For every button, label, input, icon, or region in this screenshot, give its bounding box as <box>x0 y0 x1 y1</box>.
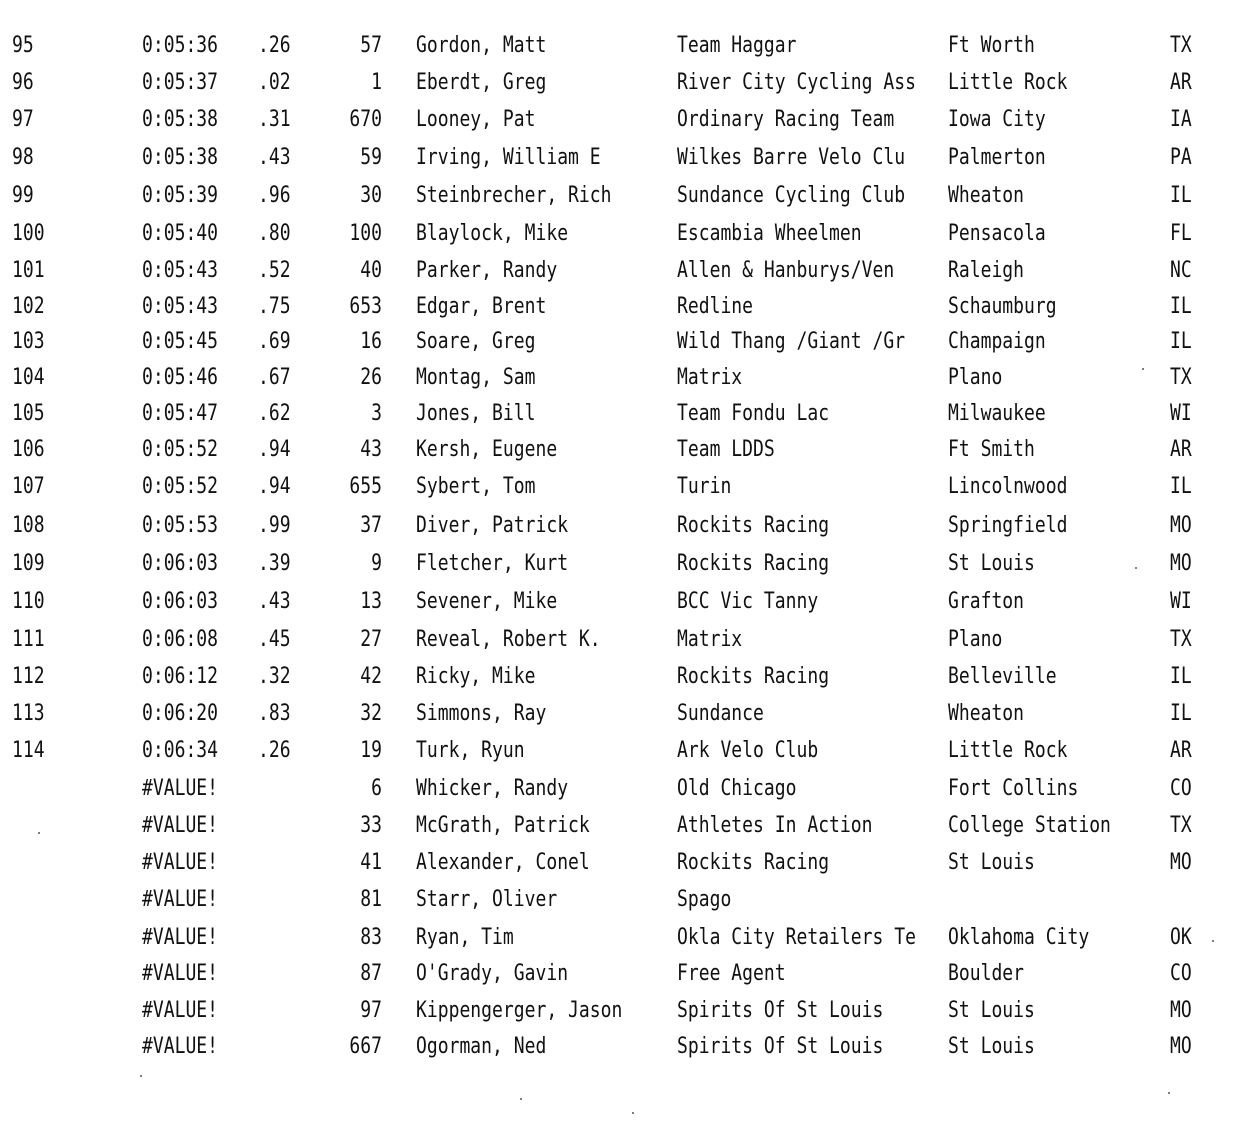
bib-cell: 83 <box>360 925 382 950</box>
bib-cell: 59 <box>360 145 382 170</box>
team-cell: Turin <box>677 474 732 499</box>
place-cell: 110 <box>12 589 45 614</box>
fraction-cell: .62 <box>258 401 291 426</box>
result-row <box>0 884 1255 916</box>
result-row <box>0 995 1255 1027</box>
rider-name-cell: Turk, Ryun <box>416 738 525 763</box>
rider-name-cell: Sybert, Tom <box>416 474 536 499</box>
time-cell: #VALUE! <box>142 887 219 912</box>
place-cell: 111 <box>12 627 45 652</box>
place-cell: 103 <box>12 329 45 354</box>
result-row <box>0 958 1255 990</box>
place-cell: 97 <box>12 107 34 132</box>
bib-cell: 97 <box>360 998 382 1023</box>
place-cell: 107 <box>12 474 45 499</box>
fraction-cell: .43 <box>258 145 291 170</box>
state-cell: IL <box>1170 701 1192 726</box>
time-cell: 0:06:08 <box>142 627 219 652</box>
state-cell: TX <box>1170 33 1192 58</box>
speck <box>1142 368 1144 370</box>
state-cell: MO <box>1170 513 1192 538</box>
result-row <box>0 180 1255 212</box>
time-cell: 0:05:46 <box>142 365 219 390</box>
bib-cell: 32 <box>360 701 382 726</box>
fraction-cell: .94 <box>258 437 291 462</box>
rider-name-cell: Irving, William E <box>416 145 601 170</box>
result-row <box>0 773 1255 805</box>
state-cell: MO <box>1170 1034 1192 1059</box>
result-row <box>0 661 1255 693</box>
rider-name-cell: Eberdt, Greg <box>416 70 547 95</box>
fraction-cell: .43 <box>258 589 291 614</box>
place-cell: 96 <box>12 70 34 95</box>
bib-cell: 87 <box>360 961 382 986</box>
time-cell: #VALUE! <box>142 961 219 986</box>
bib-cell: 19 <box>360 738 382 763</box>
fraction-cell: .32 <box>258 664 291 689</box>
team-cell: Sundance <box>677 701 764 726</box>
result-row <box>0 326 1255 358</box>
time-cell: 0:05:52 <box>142 474 219 499</box>
fraction-cell: .94 <box>258 474 291 499</box>
rider-name-cell: Kippengerger, Jason <box>416 998 623 1023</box>
team-cell: Team Haggar <box>677 33 797 58</box>
bib-cell: 653 <box>349 294 382 319</box>
result-row <box>0 698 1255 730</box>
place-cell: 101 <box>12 258 45 283</box>
fraction-cell: .67 <box>258 365 291 390</box>
team-cell: Okla City Retailers Te <box>677 925 916 950</box>
city-cell: Palmerton <box>948 145 1046 170</box>
bib-cell: 6 <box>371 776 382 801</box>
state-cell: WI <box>1170 589 1192 614</box>
state-cell: IL <box>1170 664 1192 689</box>
bib-cell: 655 <box>349 474 382 499</box>
fraction-cell: .75 <box>258 294 291 319</box>
state-cell: PA <box>1170 145 1192 170</box>
team-cell: Ark Velo Club <box>677 738 819 763</box>
speck <box>632 1112 634 1114</box>
state-cell: IA <box>1170 107 1192 132</box>
result-row <box>0 735 1255 767</box>
team-cell: Wilkes Barre Velo Clu <box>677 145 906 170</box>
fraction-cell: .02 <box>258 70 291 95</box>
city-cell: Belleville <box>948 664 1057 689</box>
bib-cell: 670 <box>349 107 382 132</box>
time-cell: 0:05:45 <box>142 329 219 354</box>
city-cell: Fort Collins <box>948 776 1079 801</box>
bib-cell: 3 <box>371 401 382 426</box>
rider-name-cell: Alexander, Conel <box>416 850 590 875</box>
team-cell: Rockits Racing <box>677 664 830 689</box>
speck <box>1212 940 1214 942</box>
result-row <box>0 218 1255 250</box>
rider-name-cell: Sevener, Mike <box>416 589 558 614</box>
team-cell: Spirits Of St Louis <box>677 1034 884 1059</box>
result-row <box>0 471 1255 503</box>
result-row <box>0 67 1255 99</box>
team-cell: Rockits Racing <box>677 850 830 875</box>
rider-name-cell: Kersh, Eugene <box>416 437 558 462</box>
result-row <box>0 30 1255 62</box>
bib-cell: 100 <box>349 221 382 246</box>
time-cell: 0:05:40 <box>142 221 219 246</box>
place-cell: 99 <box>12 183 34 208</box>
team-cell: Spago <box>677 887 732 912</box>
rider-name-cell: Starr, Oliver <box>416 887 558 912</box>
city-cell: Plano <box>948 365 1003 390</box>
state-cell: NC <box>1170 258 1192 283</box>
time-cell: 0:05:37 <box>142 70 219 95</box>
bib-cell: 16 <box>360 329 382 354</box>
state-cell: AR <box>1170 70 1192 95</box>
rider-name-cell: O'Grady, Gavin <box>416 961 569 986</box>
time-cell: 0:06:12 <box>142 664 219 689</box>
rider-name-cell: Looney, Pat <box>416 107 536 132</box>
state-cell: IL <box>1170 474 1192 499</box>
state-cell: IL <box>1170 329 1192 354</box>
result-row <box>0 104 1255 136</box>
time-cell: 0:05:38 <box>142 107 219 132</box>
team-cell: Redline <box>677 294 754 319</box>
rider-name-cell: Parker, Randy <box>416 258 558 283</box>
state-cell: TX <box>1170 813 1192 838</box>
bib-cell: 57 <box>360 33 382 58</box>
time-cell: 0:06:34 <box>142 738 219 763</box>
bib-cell: 667 <box>349 1034 382 1059</box>
bib-cell: 9 <box>371 551 382 576</box>
team-cell: Athletes In Action <box>677 813 873 838</box>
city-cell: Wheaton <box>948 183 1025 208</box>
team-cell: Wild Thang /Giant /Gr <box>677 329 906 354</box>
result-row <box>0 922 1255 954</box>
speck <box>38 832 40 834</box>
city-cell: Milwaukee <box>948 401 1046 426</box>
time-cell: 0:05:36 <box>142 33 219 58</box>
state-cell: AR <box>1170 738 1192 763</box>
bib-cell: 26 <box>360 365 382 390</box>
state-cell: MO <box>1170 551 1192 576</box>
speck <box>1135 567 1137 569</box>
rider-name-cell: Simmons, Ray <box>416 701 547 726</box>
fraction-cell: .96 <box>258 183 291 208</box>
team-cell: Escambia Wheelmen <box>677 221 862 246</box>
team-cell: Ordinary Racing Team <box>677 107 895 132</box>
city-cell: Wheaton <box>948 701 1025 726</box>
city-cell: Ft Worth <box>948 33 1035 58</box>
team-cell: Spirits Of St Louis <box>677 998 884 1023</box>
rider-name-cell: Steinbrecher, Rich <box>416 183 612 208</box>
result-row <box>0 434 1255 466</box>
city-cell: Springfield <box>948 513 1068 538</box>
place-cell: 113 <box>12 701 45 726</box>
bib-cell: 27 <box>360 627 382 652</box>
time-cell: #VALUE! <box>142 813 219 838</box>
time-cell: 0:05:43 <box>142 294 219 319</box>
team-cell: Matrix <box>677 365 743 390</box>
city-cell: Pensacola <box>948 221 1046 246</box>
fraction-cell: .31 <box>258 107 291 132</box>
state-cell: CO <box>1170 961 1192 986</box>
city-cell: Little Rock <box>948 738 1068 763</box>
rider-name-cell: Reveal, Robert K. <box>416 627 601 652</box>
rider-name-cell: Edgar, Brent <box>416 294 547 319</box>
place-cell: 108 <box>12 513 45 538</box>
place-cell: 98 <box>12 145 34 170</box>
speck <box>1168 1092 1170 1094</box>
team-cell: Free Agent <box>677 961 786 986</box>
team-cell: Matrix <box>677 627 743 652</box>
city-cell: Lincolnwood <box>948 474 1068 499</box>
result-row <box>0 586 1255 618</box>
rider-name-cell: Whicker, Randy <box>416 776 569 801</box>
time-cell: 0:05:38 <box>142 145 219 170</box>
rider-name-cell: Montag, Sam <box>416 365 536 390</box>
bib-cell: 37 <box>360 513 382 538</box>
team-cell: Allen & Hanburys/Ven <box>677 258 895 283</box>
team-cell: Team Fondu Lac <box>677 401 830 426</box>
state-cell: TX <box>1170 365 1192 390</box>
time-cell: #VALUE! <box>142 850 219 875</box>
bib-cell: 30 <box>360 183 382 208</box>
fraction-cell: .26 <box>258 738 291 763</box>
city-cell: St Louis <box>948 998 1035 1023</box>
time-cell: #VALUE! <box>142 1034 219 1059</box>
state-cell: WI <box>1170 401 1192 426</box>
place-cell: 100 <box>12 221 45 246</box>
city-cell: St Louis <box>948 551 1035 576</box>
place-cell: 106 <box>12 437 45 462</box>
state-cell: FL <box>1170 221 1192 246</box>
bib-cell: 43 <box>360 437 382 462</box>
result-row <box>0 255 1255 287</box>
result-row <box>0 1031 1255 1063</box>
rider-name-cell: Ricky, Mike <box>416 664 536 689</box>
state-cell: CO <box>1170 776 1192 801</box>
team-cell: Sundance Cycling Club <box>677 183 906 208</box>
rider-name-cell: Soare, Greg <box>416 329 536 354</box>
time-cell: 0:06:03 <box>142 551 219 576</box>
time-cell: 0:05:53 <box>142 513 219 538</box>
state-cell: TX <box>1170 627 1192 652</box>
time-cell: #VALUE! <box>142 776 219 801</box>
bib-cell: 40 <box>360 258 382 283</box>
rider-name-cell: Diver, Patrick <box>416 513 569 538</box>
city-cell: Iowa City <box>948 107 1046 132</box>
result-row <box>0 810 1255 842</box>
rider-name-cell: Fletcher, Kurt <box>416 551 569 576</box>
time-cell: 0:06:20 <box>142 701 219 726</box>
city-cell: Oklahoma City <box>948 925 1090 950</box>
bib-cell: 41 <box>360 850 382 875</box>
rider-name-cell: Ogorman, Ned <box>416 1034 547 1059</box>
city-cell: St Louis <box>948 1034 1035 1059</box>
city-cell: Plano <box>948 627 1003 652</box>
bib-cell: 81 <box>360 887 382 912</box>
place-cell: 104 <box>12 365 45 390</box>
rider-name-cell: Ryan, Tim <box>416 925 514 950</box>
time-cell: 0:06:03 <box>142 589 219 614</box>
fraction-cell: .45 <box>258 627 291 652</box>
city-cell: St Louis <box>948 850 1035 875</box>
place-cell: 112 <box>12 664 45 689</box>
state-cell: IL <box>1170 183 1192 208</box>
result-row <box>0 548 1255 580</box>
result-row <box>0 510 1255 542</box>
fraction-cell: .69 <box>258 329 291 354</box>
time-cell: 0:05:47 <box>142 401 219 426</box>
city-cell: Raleigh <box>948 258 1025 283</box>
bib-cell: 1 <box>371 70 382 95</box>
speck <box>140 1075 142 1077</box>
team-cell: Rockits Racing <box>677 551 830 576</box>
team-cell: BCC Vic Tanny <box>677 589 819 614</box>
time-cell: 0:05:39 <box>142 183 219 208</box>
result-row <box>0 847 1255 879</box>
state-cell: AR <box>1170 437 1192 462</box>
city-cell: Ft Smith <box>948 437 1035 462</box>
state-cell: MO <box>1170 850 1192 875</box>
state-cell: IL <box>1170 294 1192 319</box>
fraction-cell: .80 <box>258 221 291 246</box>
bib-cell: 42 <box>360 664 382 689</box>
result-row <box>0 362 1255 394</box>
fraction-cell: .99 <box>258 513 291 538</box>
state-cell: MO <box>1170 998 1192 1023</box>
fraction-cell: .39 <box>258 551 291 576</box>
bib-cell: 13 <box>360 589 382 614</box>
fraction-cell: .52 <box>258 258 291 283</box>
rider-name-cell: McGrath, Patrick <box>416 813 590 838</box>
place-cell: 102 <box>12 294 45 319</box>
result-row <box>0 624 1255 656</box>
speck <box>520 1098 522 1100</box>
state-cell: OK <box>1170 925 1192 950</box>
time-cell: 0:05:43 <box>142 258 219 283</box>
rider-name-cell: Jones, Bill <box>416 401 536 426</box>
team-cell: Old Chicago <box>677 776 797 801</box>
team-cell: Rockits Racing <box>677 513 830 538</box>
time-cell: #VALUE! <box>142 925 219 950</box>
city-cell: Little Rock <box>948 70 1068 95</box>
time-cell: #VALUE! <box>142 998 219 1023</box>
result-row <box>0 291 1255 323</box>
team-cell: River City Cycling Ass <box>677 70 916 95</box>
place-cell: 114 <box>12 738 45 763</box>
fraction-cell: .83 <box>258 701 291 726</box>
bib-cell: 33 <box>360 813 382 838</box>
place-cell: 109 <box>12 551 45 576</box>
place-cell: 95 <box>12 33 34 58</box>
place-cell: 105 <box>12 401 45 426</box>
result-row <box>0 398 1255 430</box>
city-cell: Boulder <box>948 961 1025 986</box>
city-cell: College Station <box>948 813 1111 838</box>
fraction-cell: .26 <box>258 33 291 58</box>
time-cell: 0:05:52 <box>142 437 219 462</box>
rider-name-cell: Blaylock, Mike <box>416 221 569 246</box>
team-cell: Team LDDS <box>677 437 775 462</box>
result-row <box>0 142 1255 174</box>
city-cell: Schaumburg <box>948 294 1057 319</box>
city-cell: Grafton <box>948 589 1025 614</box>
city-cell: Champaign <box>948 329 1046 354</box>
rider-name-cell: Gordon, Matt <box>416 33 547 58</box>
